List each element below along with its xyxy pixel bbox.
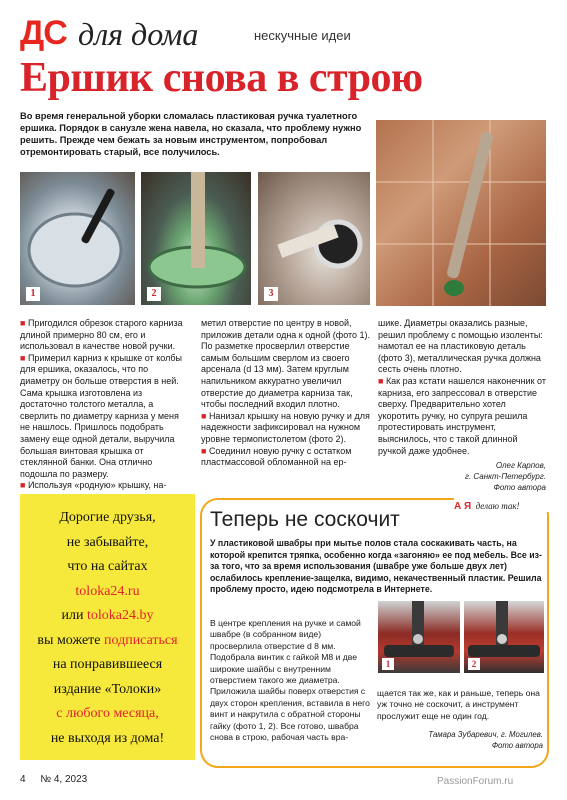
photo-2-illustration <box>141 172 251 305</box>
promo-line: с любого месяца, <box>56 706 159 721</box>
photo-1-illustration <box>20 172 135 305</box>
promo-line: Дорогие друзья, <box>59 510 156 525</box>
photo-lid-cutting <box>20 172 135 305</box>
watermark: PassionForum.ru <box>437 776 514 787</box>
photo-number: 2 <box>468 658 480 670</box>
site-link-by[interactable]: toloka24.by <box>86 608 154 623</box>
badge-ya: А Я <box>454 501 472 512</box>
photo-credit: Фото автора <box>493 483 546 492</box>
promo-line: что на сайтах <box>67 559 148 574</box>
badge-text: делаю так! <box>475 501 520 511</box>
page-footer <box>20 774 87 785</box>
article-column-1 <box>20 318 183 492</box>
tip-lead: У пластиковой швабры при мытье полов стала соскакивать часть, на которой крепится тряпка, особенно когда «загоняю» ее под мебель. Все из-за того, что за время использования (швабре уже больше двух лет) ослабилось крепление-защелка, видимо, некачественный пластик. Решила проблему просто, идею подсмотрела в Интернете. <box>210 538 542 594</box>
tip-author: Тамара Зубаревич, г. Могилев. <box>428 730 543 739</box>
photo-number: 1 <box>382 658 394 670</box>
article-signature <box>378 460 546 493</box>
paragraph: ■ Примерил карниз к крышке от колбы для ершика, оказалось, что по диаметру он больше отверстия в ней. Сама крышка изготовлена из достаточно толстого металла, а сверлить по диаметру карниза у меня не нашлось. Пришлось подобрать замену еще одной детали, выручила большая винтовая крышка от стеклянной банки. Она отлично подошла по размеру. <box>20 352 182 479</box>
magazine-header <box>20 14 550 54</box>
photo-number: 2 <box>147 287 161 301</box>
paragraph: метил отверстие по центру в новой, приложив детали одна к одной (фото 1). По разметке просверлил отверстие самым большим сверлом из своего арсенала (d 13 мм). Затем круглым напильником аккуратно увеличил отверстие до диаметра карниза так, чтобы последний входил плотно. <box>201 318 371 410</box>
logo-section-name: для дома <box>78 16 199 52</box>
rubric-label: нескучные идеи <box>254 28 351 43</box>
author-name: Олег Карпов, <box>495 461 546 470</box>
promo-line: или <box>61 608 87 623</box>
photo-3-illustration <box>258 172 370 305</box>
subscribe-word: подписаться <box>103 632 178 648</box>
paragraph: ■ Как раз кстати нашелся наконечник от карниза, его запрессовал в отверстие сверху. Предварительно хотел укоротить ручку, но супруга решила протестировать инструмент, выяснилось, что с такой длинной ручкой даже удобнее. <box>378 375 546 456</box>
photo-tape-winding <box>258 172 370 305</box>
article-title: Ершик снова в строю <box>20 55 423 101</box>
promo-line: издание «Толоки» <box>53 681 162 697</box>
tip-title: Теперь не соскочит <box>210 508 400 531</box>
photo-mop-bolt-2 <box>464 601 544 673</box>
tip-badge <box>454 496 549 512</box>
paragraph: ■ Соединил новую ручку с остатком пластмассовой обломанной на ер- <box>201 445 352 468</box>
paragraph: ■ Нанизал крышку на новую ручку и для надежности зафиксировал на нужном уровне термопистолетом (фото 2). <box>201 410 370 444</box>
tip-signature <box>377 730 543 751</box>
photo-mop-bolt-1 <box>378 601 460 673</box>
article-lead: Во время генеральной уборки сломалась пластиковая ручка туалетного ершика. Порядок в санузле жена навела, но сказала, что проблему нужно решить. Прежде чем бежать за новым инструментом, попробовал отремонтировать старый, все получилось. <box>20 111 362 157</box>
issue-number: № 4, 2023 <box>40 774 88 785</box>
author-city: г. Санкт-Петербург. <box>465 472 546 481</box>
paragraph: ■ Используя «родную» крышку, на- <box>20 480 167 491</box>
promo-line: на понравившееся <box>52 657 163 672</box>
promo-line: не забывайте, <box>66 534 149 550</box>
promo-line: не выходя из дома! <box>50 730 165 746</box>
photo-finished-brush <box>376 120 546 306</box>
subscription-promo <box>20 494 195 760</box>
logo-ds: ДС <box>20 14 67 52</box>
photo-number: 1 <box>26 287 40 301</box>
promo-line: вы можете <box>37 632 104 648</box>
photo-number: 3 <box>264 287 278 301</box>
tip-body-continued: щается так же, как и раньше, теперь она уж точно не соскочит, а инструмент прослужит еще не один год. <box>377 688 540 721</box>
tip-photo-credit: Фото автора <box>491 740 543 750</box>
photo-lid-on-handle <box>141 172 251 305</box>
site-link-ru[interactable]: toloka24.ru <box>75 583 140 599</box>
paragraph: ■ Пригодился обрезок старого карниза длиной примерно 80 см, его и использовал в качестве новой ручки. <box>20 318 183 352</box>
tip-body: В центре крепления на ручке и самой швабре (в собранном виде) просверлила отверстие d 8 мм. Подобрала винтик с гайкой М8 и две широкие шайбы с внутренним отверстием такого же диаметра. Приложила шайбы поверх отверстия с двух сторон крепления, вставила в него винт и накрутила с обратной стороны гайку (фото 1, 2). Все готово, швабра снова в строю, рабочая часть вра- <box>210 618 370 743</box>
page-number: 4 <box>20 774 26 785</box>
article-column-3 <box>378 318 546 457</box>
photo-4-illustration <box>376 120 546 306</box>
article-column-2 <box>201 318 371 469</box>
paragraph: шике. Диаметры оказались разные, решил проблему с помощью изоленты: намотал ее на пластиковую деталь (фото 3), металлическая ручка должна сесть очень плотно. <box>378 318 543 375</box>
